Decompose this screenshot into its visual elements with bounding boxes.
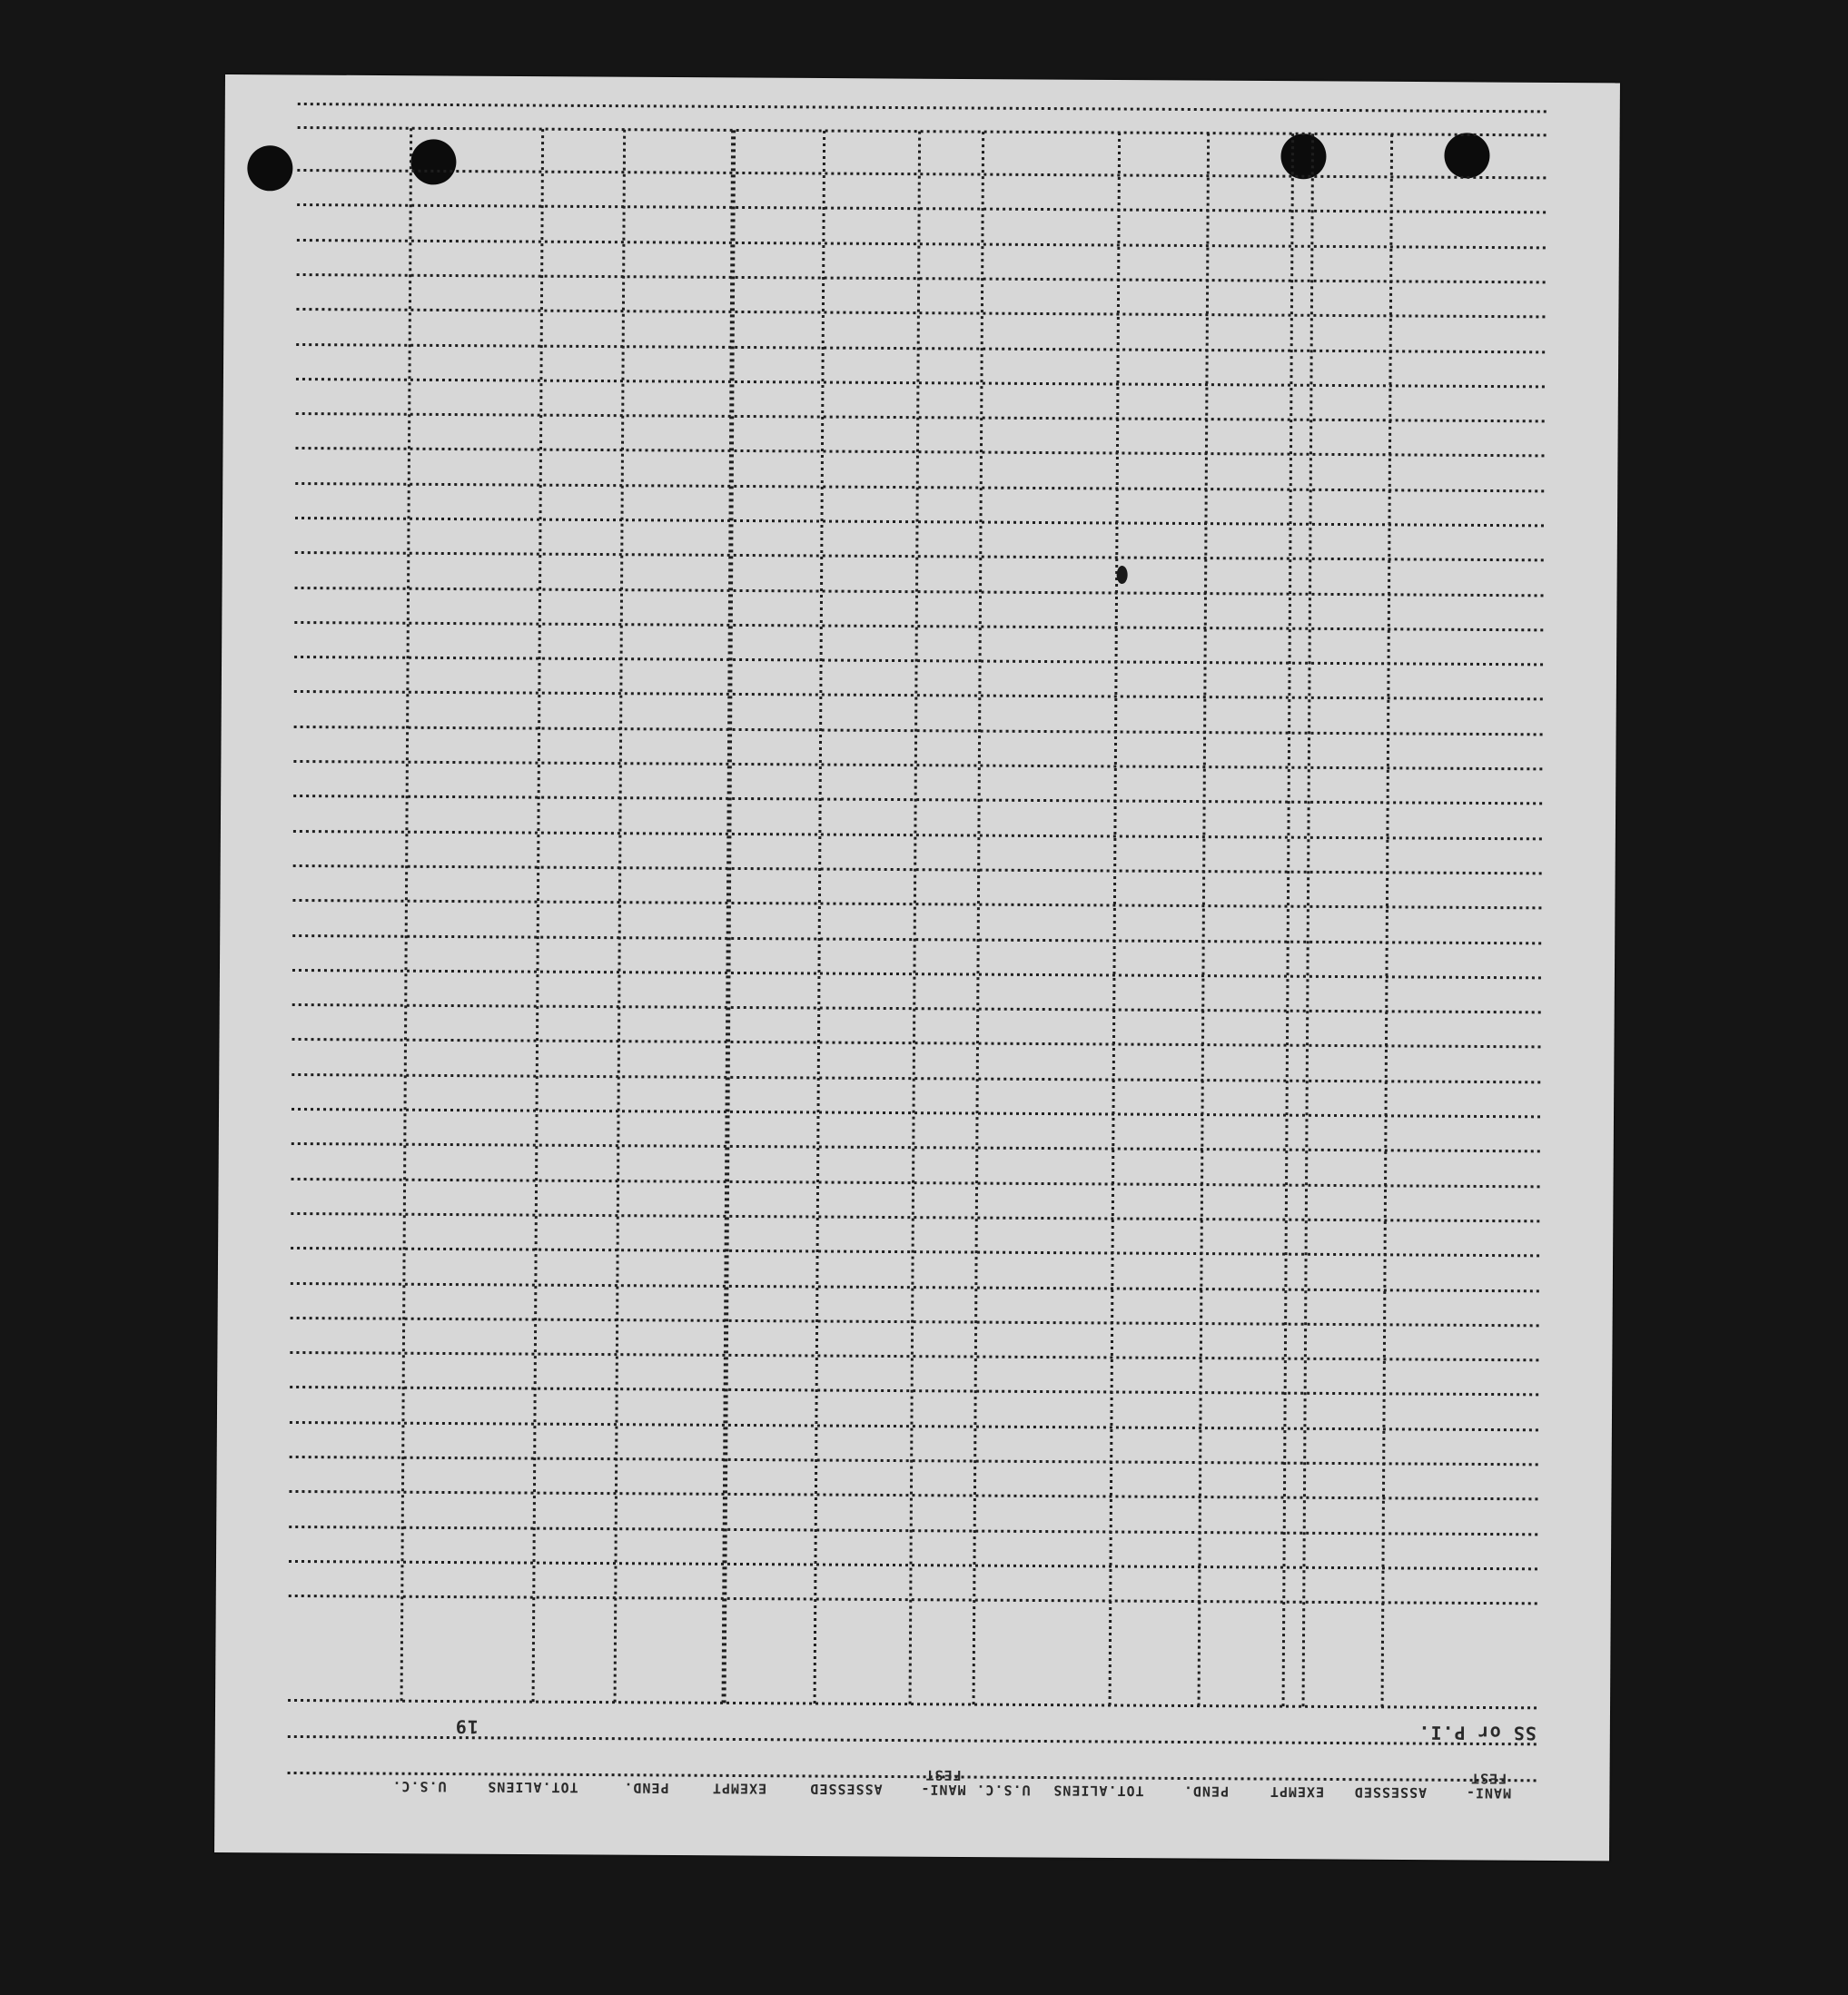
- dotted-column-rule: [533, 129, 543, 1702]
- dotted-row-rule: [293, 865, 1542, 873]
- dotted-row-rule: [291, 1283, 1539, 1290]
- dotted-row-rule: [289, 1595, 1537, 1603]
- dotted-row-rule: [292, 1004, 1541, 1012]
- dotted-row-rule: [294, 622, 1543, 629]
- dotted-row-rule: [294, 726, 1543, 734]
- dotted-column-rule: [724, 130, 734, 1703]
- dotted-row-rule: [297, 170, 1546, 177]
- dotted-row-rule: [297, 240, 1546, 247]
- dotted-column-rule: [973, 132, 983, 1704]
- dotted-row-rule: [289, 1526, 1537, 1534]
- dotted-row-rule: [292, 900, 1541, 907]
- dotted-row-rule: [292, 1179, 1540, 1186]
- dotted-row-rule: [296, 344, 1545, 351]
- dotted-row-rule: [295, 483, 1544, 490]
- ink-smudge: [1117, 566, 1128, 584]
- col-header-6: U.S.C.: [975, 1782, 1031, 1799]
- col-header-3: EXEMPT: [1269, 1783, 1325, 1801]
- dotted-row-rule: [298, 104, 1547, 111]
- page-number: 19: [454, 1715, 479, 1738]
- ss-or-pi-label: SS or P.I.: [1418, 1722, 1537, 1744]
- dotted-row-rule: [290, 1457, 1538, 1464]
- dotted-row-rule: [291, 1248, 1539, 1255]
- dotted-row-rule: [292, 1109, 1540, 1116]
- ledger-sheet: [214, 74, 1620, 1861]
- dotted-row-rule: [294, 691, 1543, 698]
- dotted-column-rule: [1303, 133, 1313, 1706]
- col-header-7: MANI- FEST: [920, 1766, 966, 1799]
- dotted-row-rule: [290, 1387, 1538, 1394]
- upside-down-column-header: [287, 1691, 1537, 1807]
- dotted-row-rule: [295, 518, 1544, 525]
- dotted-column-rule: [615, 130, 625, 1703]
- col-header-11: TOT.ALIENS: [487, 1778, 578, 1796]
- dotted-row-rule: [293, 831, 1542, 838]
- col-header-12: U.S.C.: [391, 1778, 447, 1795]
- dotted-row-rule: [297, 274, 1546, 281]
- dotted-row-rule: [297, 204, 1546, 212]
- dotted-row-rule: [293, 761, 1542, 768]
- dotted-column-rule: [1283, 133, 1293, 1706]
- dotted-row-rule: [290, 1422, 1538, 1429]
- dotted-row-rule: [292, 1143, 1540, 1151]
- col-header-5: TOT.ALIENS: [1052, 1782, 1144, 1800]
- dotted-row-rule: [298, 127, 1547, 134]
- dotted-row-rule: [292, 1039, 1541, 1046]
- dotted-row-rule: [293, 795, 1542, 803]
- dotted-row-rule: [291, 1213, 1539, 1220]
- dotted-row-rule: [294, 657, 1543, 664]
- col-header-10: PEND.: [623, 1779, 669, 1797]
- dotted-row-rule: [292, 970, 1541, 977]
- dotted-column-rule: [401, 128, 411, 1701]
- col-header-2: ASSESSED: [1353, 1783, 1428, 1802]
- dotted-row-rule: [289, 1491, 1537, 1498]
- col-header-9: EXEMPT: [711, 1780, 767, 1797]
- dotted-column-rule: [910, 132, 920, 1704]
- col-header-1: MANI- FEST: [1465, 1770, 1512, 1802]
- dotted-row-rule: [296, 309, 1545, 316]
- dotted-column-rule: [1382, 134, 1392, 1707]
- dotted-row-rule: [290, 1352, 1538, 1359]
- dotted-row-rule: [289, 1561, 1537, 1568]
- dotted-row-rule: [291, 1318, 1539, 1325]
- dotted-row-rule: [295, 552, 1544, 559]
- dotted-row-rule: [295, 448, 1544, 455]
- dotted-column-rule: [815, 131, 825, 1704]
- dotted-row-rule: [292, 935, 1541, 943]
- dotted-column-rule: [1199, 133, 1209, 1706]
- col-header-4: PEND.: [1182, 1783, 1230, 1800]
- dotted-row-rule: [295, 588, 1544, 595]
- dotted-row-rule: [296, 379, 1545, 386]
- dotted-ledger-grid: [214, 74, 1620, 1861]
- dotted-row-rule: [292, 1074, 1540, 1081]
- col-header-8: ASSESSED: [809, 1780, 883, 1798]
- dotted-column-rule: [1110, 133, 1120, 1705]
- dotted-row-rule: [296, 413, 1545, 420]
